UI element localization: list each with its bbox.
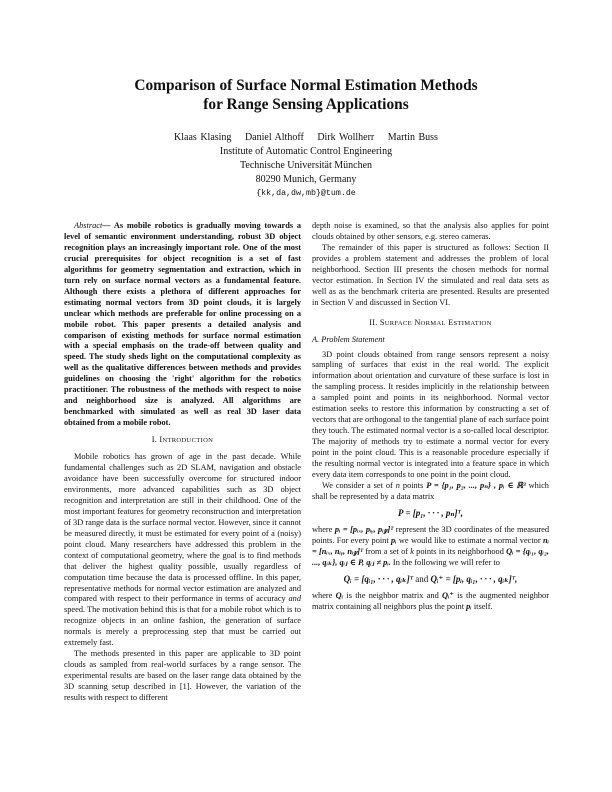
abstract-text: — As mobile robotics is gradually moving towards a level of semantic environment understanding, robust 3D object recognition plays an increasingly important role. One of the most crucial prerequisites for object recognition is a set of fast algorithms for geometry segmentation and extraction, which in turn rely on surface normal vectors as a fundamental feature. Although there exists a plethora of different approaches for estimating normal vectors from 3D point clouds, it is largely unclear which methods are preferable for online processing on a mobile robot. This paper presents a detailed analysis and comparison of existing methods for surface normal estimation with a special emphasis on the trade-off between quality and speed. The study sheds light on the computational complexity as well as the qualitative differences between methods and provides guidelines on choosing the 'right' algorithm for the robotics practitioner. The robustness of the methods with respect to noise and neighborhood size is analyzed. All algorithms are benchmarked with simulated as well as real 3D laser data obtained from a mobile robot. bbox=[64, 221, 301, 428]
problem-paragraph-4: where Qᵢ is the neighbor matrix and Qᵢ⁺ is the augmented neighbor matrix containing all neighbors plus the point pᵢ itself. bbox=[312, 590, 549, 611]
author-university: Technische Universität München bbox=[239, 160, 373, 171]
intro-paragraph-3: depth noise is examined, so that the analysis also applies for point clouds obtained by other sensors, e.g. stereo cameras. bbox=[312, 221, 549, 241]
section-heading-introduction: I. INTRODUCTION bbox=[151, 435, 214, 445]
equation-neighbor-matrix: Qᵢ = [qᵢ₁, · · · , qᵢₖ]ᵀ and Qᵢ⁺ = [pᵢ, qᵢ₁, · · · , qᵢₖ]ᵀ, bbox=[343, 573, 518, 584]
problem-paragraph-2: We consider a set of n points P = {p₁, p₂, ..., pₙ} , pᵢ ∈ ℝ³ which shall be represented by a data matrix bbox=[312, 480, 549, 501]
author-name: Daniel Althoff bbox=[244, 132, 304, 143]
abstract-label: Abstract bbox=[74, 221, 103, 230]
intro-paragraph-4: The remainder of this paper is structured as follows: Section II provides a problem statement and addresses the problem of local neighborhood. Section III presents the chosen methods for normal vector estimation. In Section IV the simulated and real data sets as well as as the benchmark criteria are presented. Results are presented in Section V and discussed in Section VI. bbox=[312, 242, 549, 307]
author-name: Dirk Wollherr bbox=[317, 132, 375, 143]
equation-data-matrix: P = [p₁, · · · , pₙ]ᵀ, bbox=[397, 507, 464, 518]
problem-paragraph-1: 3D point clouds obtained from range sensors represent a noisy sampling of surfaces that exist in the real world. The explicit information about orientation and curvature of these surface is lost in the sampling process. It resides implicitly in the relationship between a sampled point and points in its neighborhood. Normal vector estimation seeks to restore this information by constructing a set of vectors that are orthogonal to the tangential plane of each surface point they touch. The estimated normal vector is a so-called local descriptor. The majority of methods try to estimate a normal vector for every point in the point cloud. This is a reasonable procedure especially if the resulting normal vector is integrated into a feature space in which every data item corresponds to one point in the point cloud. bbox=[312, 349, 550, 480]
left-column bbox=[64, 221, 301, 704]
author-email: {kk,da,dw,mb}@tum.de bbox=[256, 189, 356, 198]
author-block bbox=[60, 131, 552, 201]
paper-title bbox=[60, 76, 552, 114]
problem-paragraph-3: where pᵢ = [pᵢₓ, pᵢᵧ, pᵢ𝓏]ᵀ represent the 3D coordinates of the measured points. For every point pᵢ we would like to estimate a normal vector nᵢ = [nᵢₓ, nᵢᵧ, nᵢ𝓏]ᵀ from a set of k points in its neighborhood Qᵢ = {qᵢ₁, qᵢ₂, ..., qᵢₖ}, qᵢⱼ ∈ P, qᵢⱼ ≠ pᵢ. In the following we will refer to bbox=[312, 524, 549, 567]
author-names bbox=[60, 131, 552, 145]
intro-paragraph-1: Mobile robotics has grown of age in the past decade. While fundamental challenges such as 2D SLAM, navigation and obstacle avoidance have been successfully overcome for structured indoor environments, more advanced capabilities such as 3D object recognition and interpretation are still in their childhood. One of the most important features for geometry reconstruction and interpretation of 3D range data is the surface normal vector. However, since it cannot be measured directly, it must be estimated for every point of a (noisy) point cloud. Many researchers have addressed this problem in the context of computational geometry, where the goal is to find methods that deliver the highest quality possible, usually regardless of computation time because the data is processed offline. In this paper, representative methods for normal vector estimation are analyzed and compared with respect to their performance in terms of accuracy and speed. The motivation behind this is that for a mobile robot which is to recognize objects in an online fashion, the generation of surface normals is merely a preprocessing step that must be carried out extremely fast. bbox=[64, 452, 301, 648]
right-column bbox=[312, 221, 549, 613]
author-institute: Institute of Automatic Control Engineering bbox=[219, 146, 393, 157]
subsection-heading: A. Problem Statement bbox=[312, 334, 385, 344]
title-line-1: Comparison of Surface Normal Estimation Methods bbox=[134, 77, 478, 94]
intro-paragraph-2: The methods presented in this paper are applicable to 3D point clouds as sampled from real-world surfaces by a range sensor. The experimental results are based on the laser range data obtained by the 3D scanning setup described in [1]. However, the variation of the results with respect to different bbox=[64, 649, 301, 703]
abstract bbox=[64, 221, 301, 429]
author-name: Martin Buss bbox=[387, 132, 438, 143]
author-name: Klaas Klasing bbox=[174, 132, 232, 143]
section-heading-surface-normal: II. SURFACE NORMAL ESTIMATION bbox=[369, 317, 492, 327]
title-line-2: for Range Sensing Applications bbox=[203, 96, 409, 113]
author-city: 80290 Munich, Germany bbox=[255, 174, 357, 185]
